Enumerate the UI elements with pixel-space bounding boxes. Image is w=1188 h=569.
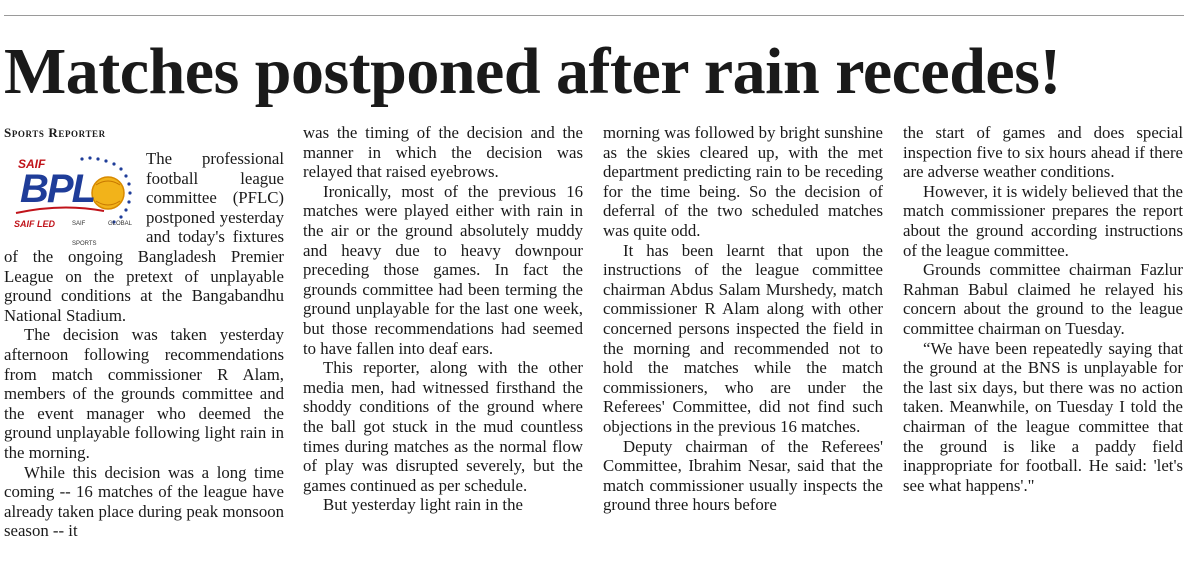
article-body — [4, 123, 1184, 569]
column-3 — [603, 123, 883, 569]
top-rule — [4, 15, 1184, 16]
paragraph: However, it is widely believed that the match commissioner prepares the report about the ground according instructions of the league committee. — [903, 181, 1183, 260]
column-4 — [903, 123, 1183, 569]
paragraph: morning was followed by bright sunshine as the skies cleared up, with the met department predicting rain to be receding for the time being. So the decision of deferral of the two scheduled matches was quite odd. — [603, 123, 883, 240]
paragraph: was the timing of the decision and the manner in which the decision was relayed that raised eyebrows. — [303, 123, 583, 182]
paragraph: “We have been repeatedly saying that the ground at the BNS is unplayable for the last six days, but there was no action taken. Meanwhile, on Tuesday I told the chairman of the league committee that the ground is like a paddy field inappropriate for football. He said: 'let's see what happens'." — [903, 338, 1183, 495]
paragraph: Grounds committee chairman Fazlur Rahman Babul claimed he relayed his concern about the ground to the league committee chairman on Tuesday. — [903, 260, 1183, 338]
paragraph: But yesterday light rain in the — [323, 495, 523, 515]
paragraph: Ironically, most of the previous 16 matches were played either with rain in the air or the ground absolutely muddy and heavy due to heavy downpour preceding those games. In fact the grounds committee had been terming the ground unplayable for the last one week, but those recommendations had seemed to have fallen into deaf ears. — [303, 181, 583, 358]
headline: Matches postponed after rain recedes! — [4, 35, 1061, 108]
column-1 — [4, 123, 284, 569]
logo-bottom-text: SAIF LED — [14, 219, 56, 229]
byline: Sports Reporter — [4, 125, 106, 140]
column-2 — [303, 123, 583, 569]
paragraph: the start of games and does special inspection five to six hours ahead if there are adverse weather conditions. — [903, 123, 1183, 182]
paragraph: This reporter, along with the other media men, had witnessed firsthand the shoddy conditions of the ground where the ball got stuck in the mud countless times during matches as the normal flow of play was disrupted severely, but the games continued as per schedule. — [303, 358, 583, 495]
paragraph: The decision was taken yesterday afternoon following recommendations from match commissioner R Alam, members of the grounds committee and the event manager who deemed the ground unplayable following light rain in the morning. — [4, 325, 284, 462]
paragraph: It has been learnt that upon the instructions of the league committee chairman Abdus Salam Murshedy, match commissioner R Alam along with other concerned persons inspected the field in the morning and recommended not to hold the matches while the match commissioners, who are under the Referees' Committee, did not find such objections in the previous 16 matches. — [603, 240, 883, 436]
logo-main-text: BPL — [20, 167, 94, 211]
logo-sub-text: SAIF GLOBAL SPORTS — [72, 221, 132, 247]
paragraph: While this decision was a long time coming -- 16 matches of the league have already taken place during peak monsoon season -- it — [4, 462, 284, 541]
logo-top-text: SAIF — [18, 157, 46, 171]
paragraph: Deputy chairman of the Referees' Committee, Ibrahim Nesar, said that the match commissioner usually inspects the ground three hours before — [603, 436, 883, 515]
paragraph: The professional football league committee (PFLC) postponed yesterday and today's fixtures of the ongoing Bangladesh Premier League on the pretext of unplayable ground conditions at the Bangabandhu National Stadium. — [4, 149, 284, 325]
bpl-logo — [12, 155, 132, 247]
